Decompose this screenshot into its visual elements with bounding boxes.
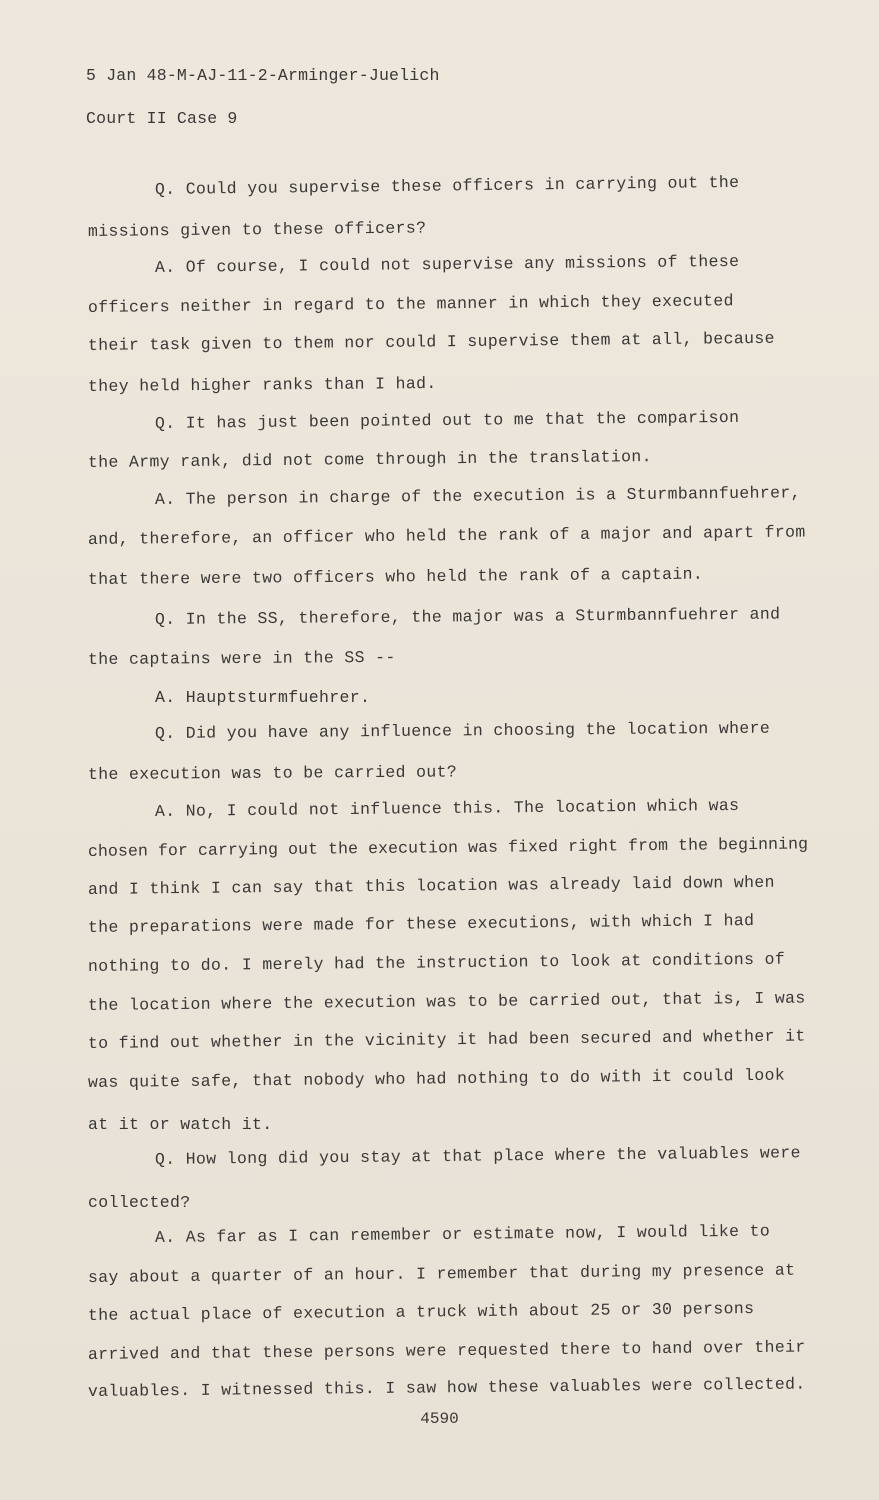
court-case: Court II Case 9 [86,109,238,128]
transcript-line: and, therefore, an officer who held the rank of a major and apart from [87,522,806,549]
transcript-line: the location where the execution was to be carried out, that is, I was [87,988,806,1015]
transcript-line: was quite safe, that nobody who had nothing to do with it could look [87,1065,786,1092]
transcript-line: they held higher ranks than I had. [87,373,437,396]
transcript-line: Q. Could you supervise these officers in carrying out the [154,172,740,199]
transcript-line: valuables. I witnessed this. I saw how these valuables were collected. [87,1374,806,1401]
transcript-line: at it or watch it. [88,1115,273,1134]
transcript-line: A. No, I could not influence this. The location which was [154,795,740,821]
transcript-line: Q. How long did you stay at that place where the valuables were [154,1143,801,1169]
transcript-line: officers neither in regard to the manner in which they executed [87,291,734,317]
page-number: 4590 [420,1410,459,1428]
transcript-line: the captains were in the SS -- [87,647,396,669]
transcript-line: Q. Did you have any influence in choosing the location where [154,718,771,743]
transcript-line: and I think I can say that this location was already laid down when [87,872,775,899]
transcript-line: A. Of course, I could not supervise any missions of these [154,251,740,277]
transcript-line: the preparations were made for these executions, with which I had [87,911,755,937]
transcript-line: A. Hauptsturmfuehrer. [155,688,371,707]
file-reference: 5 Jan 48-M-AJ-11-2-Arminger-Juelich [86,66,440,85]
transcript-line: the actual place of execution a truck with about 25 or 30 persons [87,1299,755,1325]
transcript-line: missions given to these officers? [87,218,427,241]
transcript-line: the execution was to be carried out? [87,762,458,784]
transcript-line: say about a quarter of an hour. I remember that during my presence at [87,1260,796,1287]
transcript-line: nothing to do. I merely had the instruction to look at conditions of [87,949,786,976]
transcript-line: A. The person in charge of the execution is a Sturmbannfuehrer, [154,483,801,509]
transcript-line: that there were two officers who held the rank of a captain. [87,564,704,589]
transcript-line: collected? [88,1193,191,1212]
transcript-line: arrived and that these persons were requested there to hand over their [87,1337,806,1364]
transcript-line: to find out whether in the vicinity it had been secured and whether it [87,1026,806,1053]
transcript-line: chosen for carrying out the execution was fixed right from the beginning [87,834,809,861]
transcript-line: Q. It has just been pointed out to me that the comparison [154,407,740,433]
transcript-line: their task given to them nor could I supervise them at all, because [87,328,775,355]
transcript-line: the Army rank, did not come through in the translation. [87,447,652,472]
transcript-line: A. As far as I can remember or estimate now, I would like to [154,1221,771,1247]
transcript-line: Q. In the SS, therefore, the major was a Sturmbannfuehrer and [154,604,781,629]
